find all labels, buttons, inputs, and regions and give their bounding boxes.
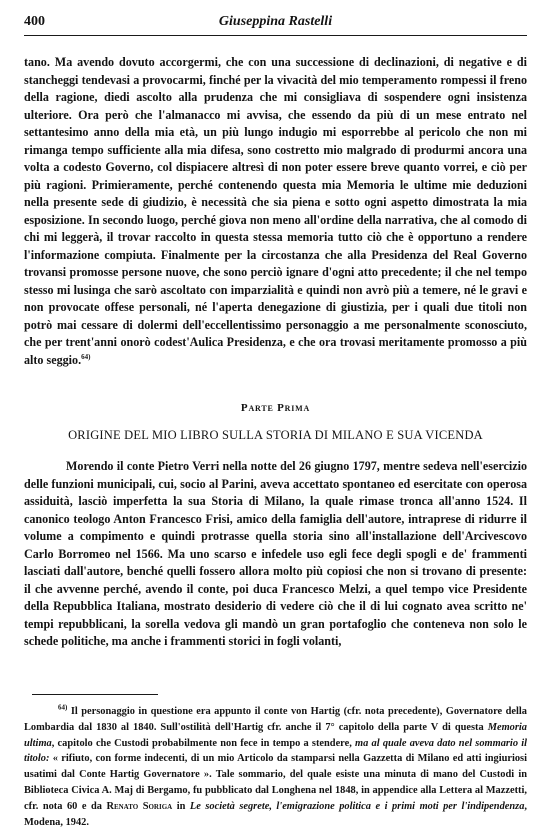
part-label: Parte Prima: [240, 402, 311, 414]
page-header: [24, 14, 527, 36]
footnote-quote-italic: ma al quale aveva dato nel sommario il titolo:: [24, 737, 527, 765]
footnote-64: [24, 704, 527, 830]
page-number: 400: [24, 14, 45, 29]
footnote-rule: [32, 694, 158, 695]
body-paragraph-2: [24, 458, 527, 651]
body-paragraph-1: [24, 54, 527, 369]
footnote-marker: 64): [58, 703, 68, 712]
footnote-text-e: , Modena, 1942.: [24, 800, 528, 828]
footnote-text-a: Il personaggio in questione era appunto il conte von Hartig (cfr. nota precedente), Governatore della Lombardia dal 1830 al 1840. Sull'ostilità dell'Hartig cfr. anche il 7° capitolo della parte V di questa: [24, 706, 527, 733]
footnote-text-c: « rifiuto, con forme indecenti, di un mio Articolo da stamparsi nella Gazzetta di Milano ed atti ingiuriosi usatimi dal Conte Hartig Governatore ». Tale sommario, del quale esiste una minuta di mano del Custodi in Biblioteca Civica A. Maj di Bergamo, fu pubblicato dal Longhena nel 1848, in appendice alla Lettera al Mazzetti, cfr. nota 60 e da: [24, 753, 527, 812]
footnote-reference: 64): [81, 352, 91, 361]
footnote-text-b: , capitolo che Custodi probabilmente non fece in tempo a stendere,: [51, 737, 352, 749]
paragraph-2-text: Morendo il conte Pietro Verri nella notte del 26 giugno 1797, mentre sedeva nell'esercizio delle funzioni municipali, cui, socio al Parini, aveva accettato spontaneo ed esercitate con operosa assiduità, lasciò imperfetta la sua Storia di Milano, la quale rimase tronca all'anno 1524. Il canonico teologo Anton Francesco Frisi, amico della famiglia dell'autore, intraprese di ridurre il volume a compimento e quindi protrasse quella storia sino all'installazione dell'Arcivescovo Carlo Borromeo nel 1566. Ma uno scarso e infedele uso egli fece degli spogli e de' frammenti lasciati dall'autore, benché quelli fossero allora molto più copiosi che non si trovano di presente: il che avvenne perché, avendo il conte, poi duca Francesco Melzi, a quel tempo vice Presidente della Repubblica Italiana, mostrato desiderio di vedere ciò che il di lui cognato avea scritto ne' tempi repubblicani, la sorella vedova gli mandò un gran portafoglio che conteneva non solo le schede politiche, ma anche i frammenti storici in fogli volanti,: [24, 459, 527, 648]
footnote-memoria-ultima: Memoria ultima: [24, 721, 527, 749]
header-rule: [24, 35, 527, 36]
running-title: Giuseppina Rastelli: [218, 14, 333, 29]
chapter-title: ORIGINE DEL MIO LIBRO SULLA STORIA DI MILANO E SUA VICENDA: [68, 428, 483, 442]
footnote-text-d: in: [176, 800, 186, 812]
footnote-work-title: Le società segrete, l'emigrazione politica e i primi moti per l'indipendenza: [189, 800, 525, 812]
paragraph-1-text: tano. Ma avendo dovuto accorgermi, che con una successione di declinazioni, di negative e di stancheggi tendevasi a provocarmi, finché per la vivacità del mio temperamento rompessi il freno della ragione, diedi ascolto alla prudenza che mi consigliava di sospendere ogni insistenza ulteriore. Ora però che l'almanacco mi avvisa, che essendo da più di un mese entrato nel settantesimo anno della mia età, un più lungo indugio mi esporrebbe al pericolo che non mi rimanga tempo sufficiente alla mia difesa, sono costretto mio malgrado di produrmi ancora una volta a codesto Governo, col dispiacere altresì di non poter essere breve quanto vorrei, e ciò per più ragioni. Primieramente, perché contenendo questa mia Memoria le ultime mie deduzioni nella presente sede di giudizio, è necessità che sia piena e sotto ogni aspetto dimostrata la mia esposizione. In secondo luogo, perché giova non meno all'ordine della narrativa, che al comodo di chi mi leggerà, il trovar raccolto in questa stessa memoria tutto ciò che è opportuno a rendere l'informazione compiuta. Finalmente per la circostanza che alla Presidenza del Real Governo trovansi promosse persone nuove, che sono perciò ignare d'ogni atto precedente; il che nel tempo stesso mi lusinga che sarò ascoltato con imparzialità e quindi non avrò più a temere, né le gravi e non provocate offese personali, né l'aperta denegazione di giustizia, per i quali due titoli non potrò mai cessare di dolermi dell'eccellentissimo personaggio a me personalmente sconosciuto, che per trent'anni onorò codest'Aulica Presidenza, e che ora trovasi meritamente promosso a più alto seggio.: [24, 55, 527, 367]
footnote-author-name: Renato Soriga: [106, 800, 173, 812]
